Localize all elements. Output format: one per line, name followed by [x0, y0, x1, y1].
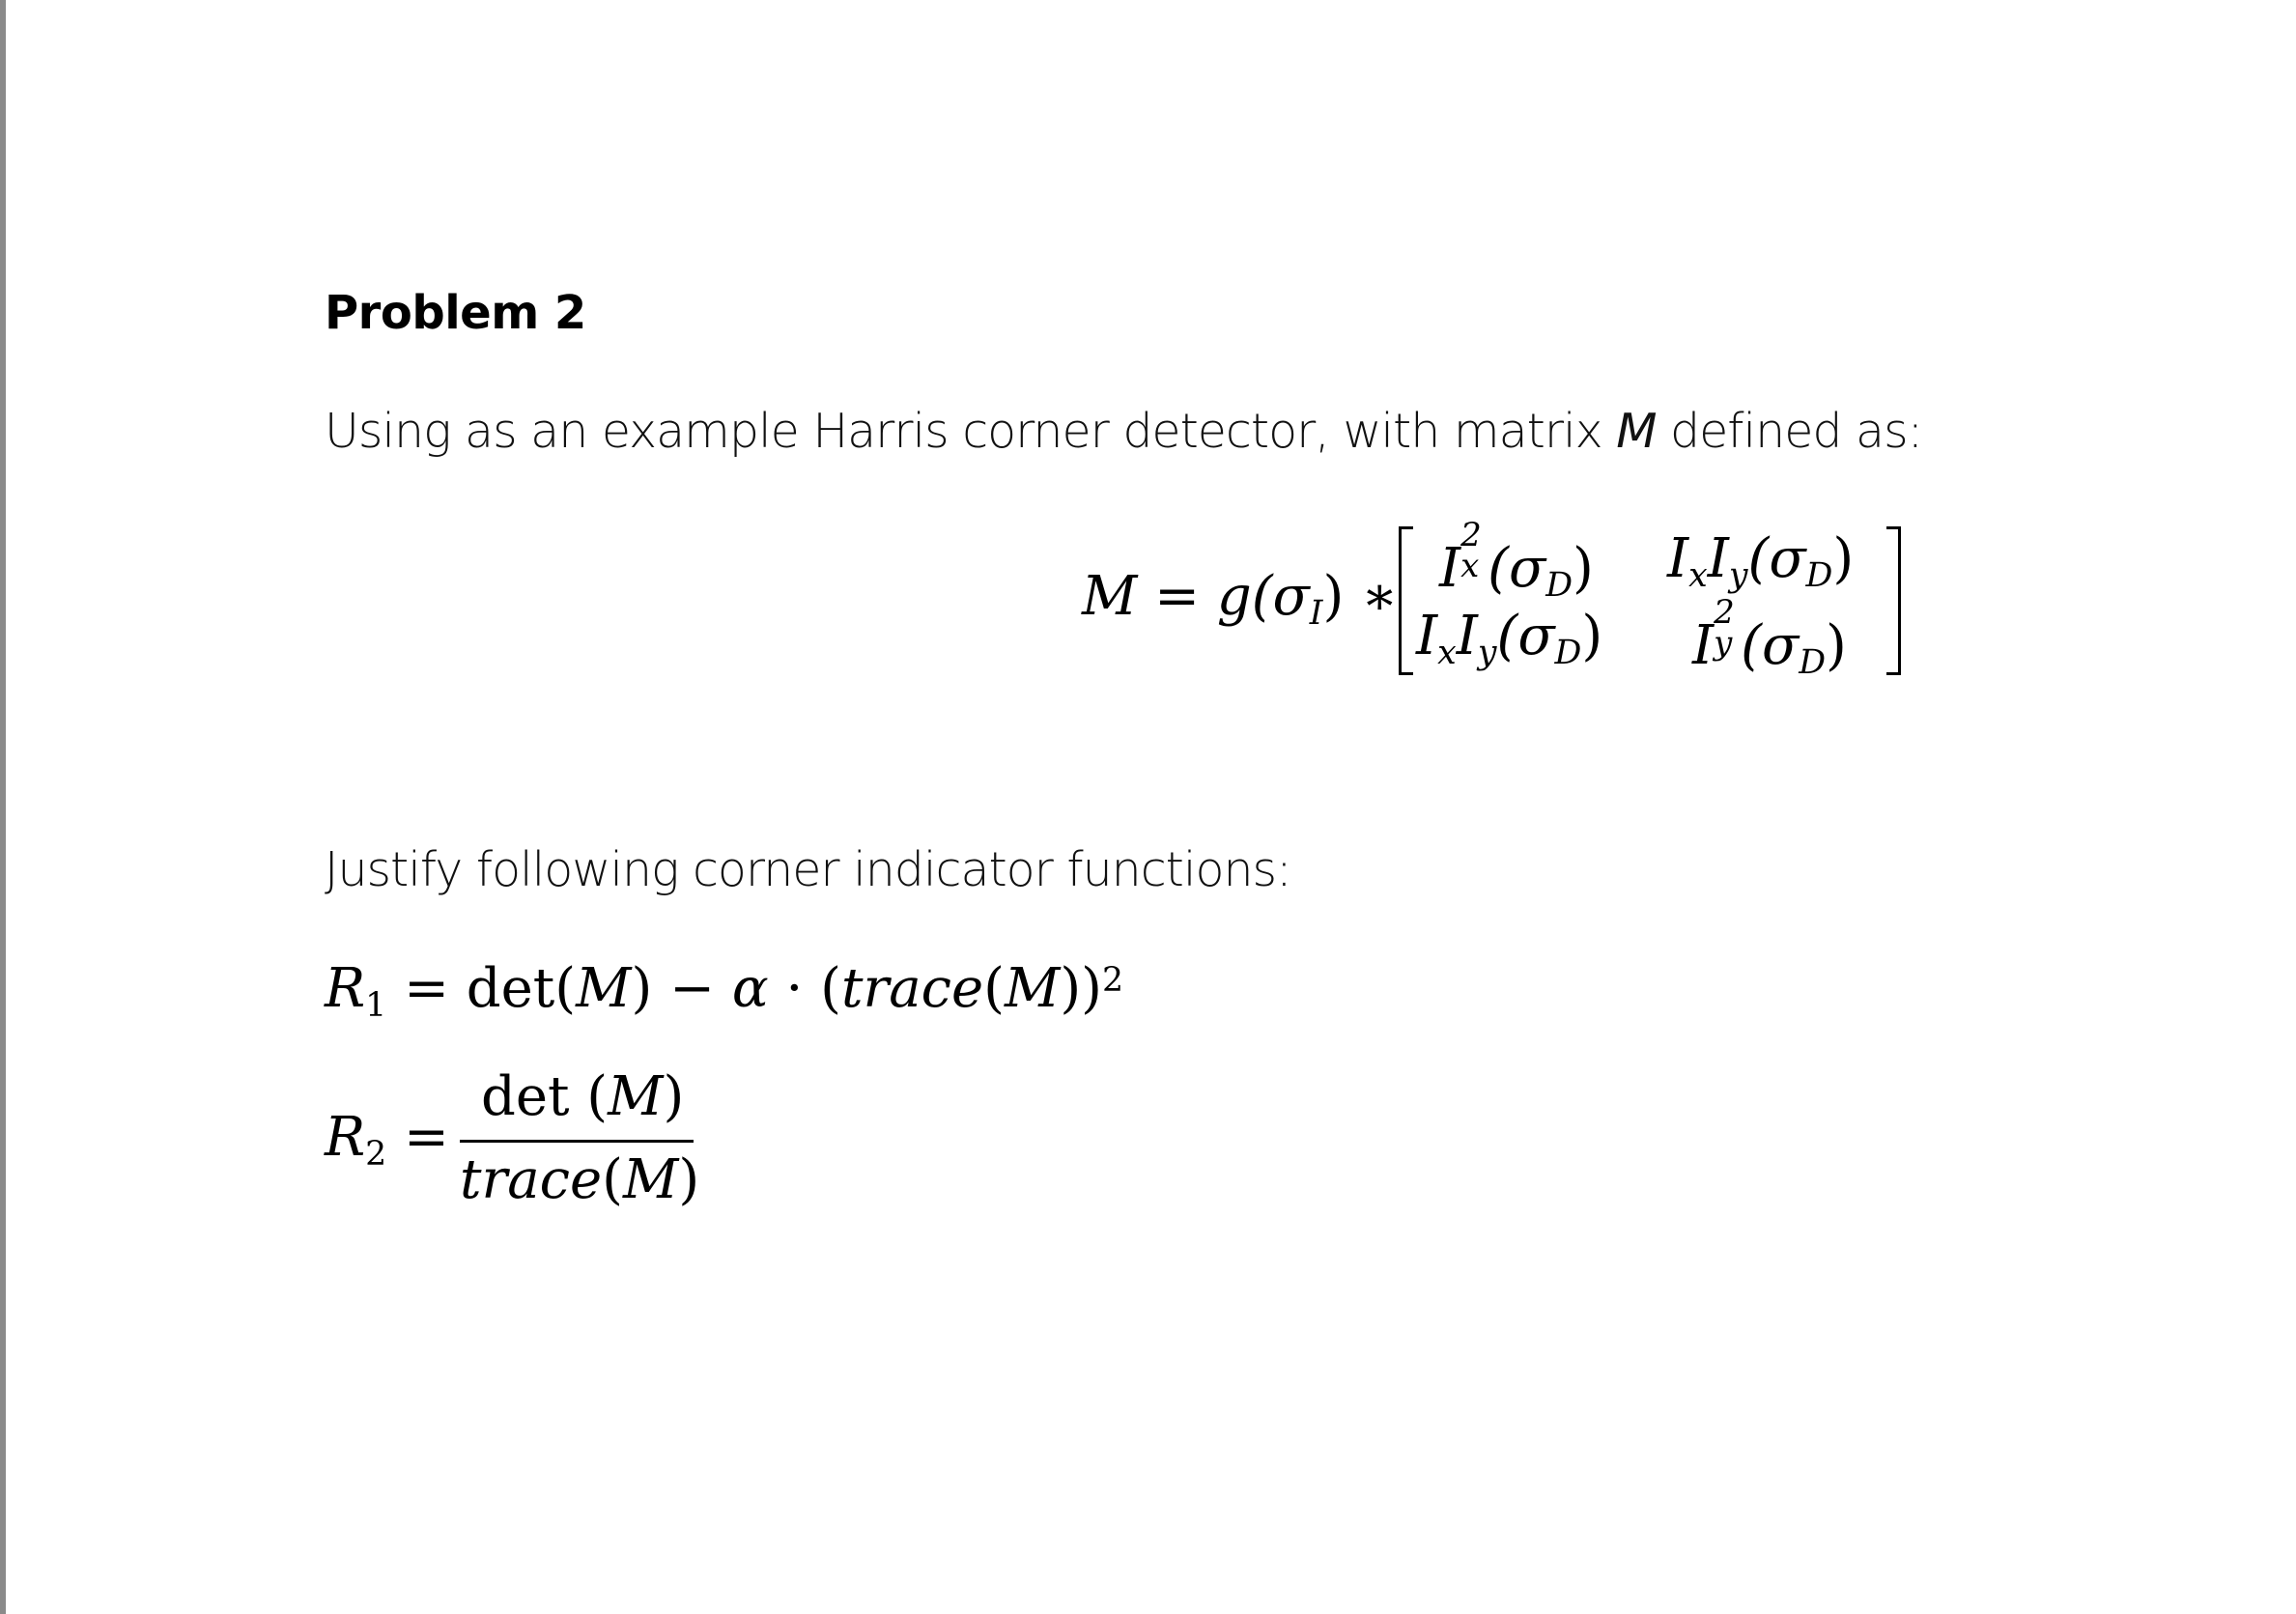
- intro-text-after: defined as:: [1656, 404, 1923, 459]
- r2-numerator-b: ): [663, 1065, 685, 1128]
- r1-trace: trace: [840, 957, 984, 1020]
- r2-denominator-trace: trace: [460, 1148, 603, 1211]
- matrix-cell-r1c1: [1439, 516, 1594, 605]
- r1-symbol: R: [325, 957, 366, 1020]
- r2c2-sub: y: [1714, 624, 1733, 663]
- lhs-sub: I: [1309, 593, 1323, 633]
- r1c2-arg-sub: D: [1805, 555, 1833, 595]
- r2c2-close: ): [1826, 614, 1847, 677]
- matrix-cell-r2c1: [1416, 605, 1603, 672]
- r1c2-arg: (σ: [1747, 527, 1806, 590]
- r1c1-scripts: [1460, 516, 1488, 586]
- r2c2-scripts: [1714, 593, 1741, 664]
- r1-dot: · (: [768, 957, 841, 1020]
- r2-denominator-close: ): [678, 1148, 700, 1211]
- r2-numerator-m: M: [608, 1065, 664, 1128]
- r2c1-a-sub: x: [1437, 633, 1457, 672]
- lhs-text: M = g(σ: [1082, 565, 1310, 628]
- formula-r1: [325, 957, 1124, 1025]
- r2-sub: 2: [365, 1134, 387, 1174]
- r2c1-b-sub: y: [1477, 633, 1497, 672]
- matrix-block: [1399, 516, 1901, 682]
- r2c2-base: I: [1692, 614, 1715, 677]
- r1-close: )): [1060, 957, 1103, 1020]
- intro-text-before: Using as an example Harris corner detector, with matrix: [325, 404, 1617, 459]
- matrix-left-bracket: [1399, 526, 1413, 675]
- r2c2-arg-sub: D: [1799, 642, 1827, 682]
- r1-mid: ) −: [631, 957, 732, 1020]
- r1-m2: M: [1004, 957, 1061, 1020]
- r2c1-arg-sub: D: [1554, 633, 1582, 672]
- r2-symbol: R: [325, 1106, 366, 1169]
- r1-sub: 1: [365, 985, 387, 1025]
- r2c1-b: I: [1456, 605, 1478, 667]
- r1-m: M: [576, 957, 632, 1020]
- problem-heading: Problem 2: [325, 286, 586, 340]
- r1c2-b: I: [1707, 527, 1729, 590]
- fraction-bar: [460, 1140, 694, 1143]
- r1-open: (: [983, 957, 1005, 1020]
- formula-r2-equals: =: [404, 1106, 449, 1169]
- r1c1-base: I: [1439, 537, 1461, 600]
- intro-paragraph: [325, 404, 1922, 459]
- r1c1-arg-sub: D: [1545, 565, 1573, 605]
- r2c1-arg: (σ: [1496, 605, 1555, 667]
- r1c1-arg: (σ: [1488, 537, 1546, 600]
- matrix-cell-r1c2: [1667, 527, 1855, 595]
- r2-denominator-m: M: [623, 1148, 679, 1211]
- formula-r2-denominator: [460, 1148, 700, 1211]
- r2c2-arg: (σ: [1741, 614, 1800, 677]
- r1c1-close: ): [1573, 537, 1594, 600]
- formula-r2-lhs: [325, 1106, 387, 1174]
- matrix-lhs: [1082, 565, 1399, 633]
- matrix-right-bracket: [1886, 526, 1901, 675]
- r2c2-sup: 2: [1714, 593, 1735, 632]
- formula-r2-numerator: [481, 1065, 685, 1128]
- r2c1-close: ): [1581, 605, 1603, 667]
- r1-equals: = det(: [386, 957, 577, 1020]
- r1-alpha: α: [731, 957, 769, 1020]
- r1-sup: 2: [1102, 961, 1124, 1001]
- r2-numerator-a: det (: [481, 1065, 609, 1128]
- justify-paragraph: Justify following corner indicator functions:: [325, 842, 1291, 897]
- r1c2-a-sub: x: [1688, 555, 1708, 595]
- page-edge: [0, 0, 6, 1614]
- r1c1-sub: x: [1460, 547, 1480, 585]
- r1c2-b-sub: y: [1728, 555, 1748, 595]
- r2c1-a: I: [1416, 605, 1438, 667]
- matrix-cell-r2c2: [1692, 593, 1847, 682]
- lhs-close: ) ∗: [1322, 565, 1399, 628]
- r1c1-sup: 2: [1460, 516, 1482, 554]
- r1c2-close: ): [1832, 527, 1855, 590]
- r1c2-a: I: [1667, 527, 1689, 590]
- r2-denominator-open: (: [602, 1148, 624, 1211]
- intro-matrix-symbol: M: [1616, 404, 1657, 459]
